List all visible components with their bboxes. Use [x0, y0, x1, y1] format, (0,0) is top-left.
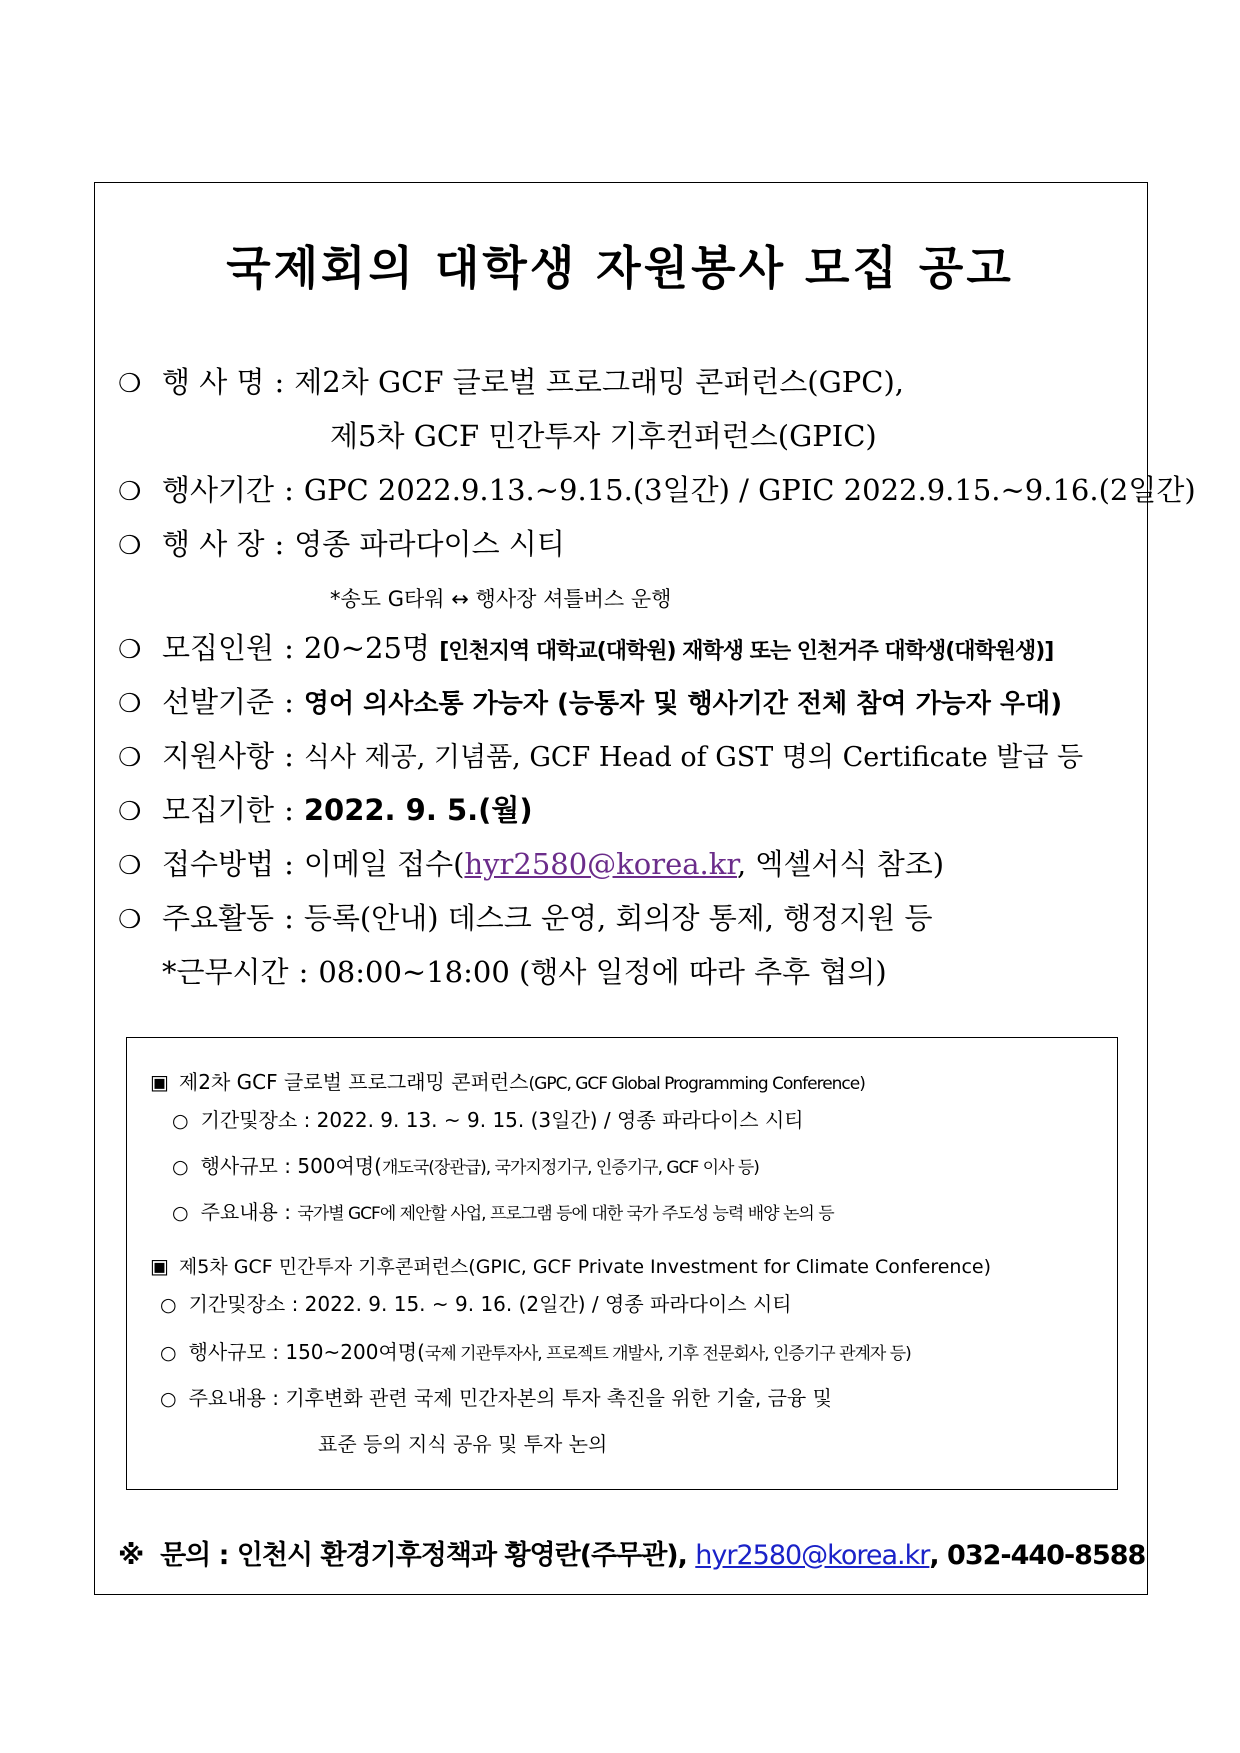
- application-email-link[interactable]: hyr2580@korea.kr: [464, 847, 737, 881]
- circle-bullet-icon: ○: [160, 1342, 177, 1364]
- gpic-content-row-line2: 표준 등의 지식 공유 및 투자 논의: [318, 1432, 608, 1456]
- gpic-scale-row: ○ 행사규모 : 150~200여명(국제 기관투자사, 프로젝트 개발사, 기후 전문회사, 인증기구 관계자 등): [160, 1340, 911, 1364]
- item-value: 영어 의사소통 가능자 (능통자 및 행사기간 전체 참여 가능자 우대): [303, 689, 1063, 719]
- contact-email-link[interactable]: hyr2580@korea.kr: [695, 1540, 930, 1571]
- item-label: 접수방법: [162, 847, 275, 881]
- gpc-period-row: ○ 기간및장소 : 2022. 9. 13. ~ 9. 15. (3일간) / 영종 파라다이스 시티: [172, 1108, 804, 1132]
- gpic-heading: ▣ 제5차 GCF 민간투자 기후콘퍼런스(GPIC, GCF Private Investment for Climate Conference): [150, 1254, 992, 1278]
- page-title: 국제회의 대학생 자원봉사 모집 공고: [226, 241, 1014, 295]
- item-value: 08:00~18:00 (행사 일정에 따라 추후 협의): [318, 955, 887, 989]
- contact-footer: ※ 문의 : 인천시 환경기후정책과 황영란(주무관), hyr2580@korea.kr, 032-440-8588: [118, 1540, 1146, 1571]
- circle-bullet-icon: ○: [160, 1388, 177, 1410]
- item-value: 등록(안내) 데스크 운영, 회의장 통제, 행정지원 등: [303, 901, 933, 935]
- item-value: 20~25명: [303, 631, 430, 665]
- circle-bullet-icon: ❍: [118, 743, 142, 773]
- circle-bullet-icon: ❍: [118, 689, 142, 719]
- item-label: 행 사 명: [162, 365, 265, 399]
- item-event-name: ❍ 행 사 명 : 제2차 GCF 글로벌 프로그래밍 콘퍼런스(GPC),: [118, 362, 904, 404]
- circle-bullet-icon: ❍: [118, 531, 142, 561]
- item-label: 지원사항: [162, 739, 275, 773]
- circle-bullet-icon: ○: [160, 1294, 177, 1316]
- circle-bullet-icon: ❍: [118, 635, 142, 665]
- gpc-scale-row: ○ 행사규모 : 500여명(개도국(장관급), 국가지정기구, 인증기구, GCF 이사 등): [172, 1154, 759, 1178]
- item-value: 영종 파라다이스 시티: [294, 527, 565, 561]
- item-recruit-count: ❍ 모집인원 : 20~25명 [인천지역 대학교(대학원) 재학생 또는 인천거주 대학생(대학원생)]: [118, 628, 1053, 672]
- shuttle-note: *송도 G타워 ↔ 행사장 셔틀버스 운행: [330, 587, 672, 611]
- item-label: 모집인원: [162, 631, 275, 665]
- item-label: 주요활동: [162, 901, 275, 935]
- item-label: 행 사 장: [162, 527, 265, 561]
- square-bullet-icon: ▣: [150, 1254, 169, 1278]
- item-label: 선발기준: [162, 685, 275, 719]
- item-value: 식사 제공, 기념품, GCF Head of GST 명의 Certificate 발급 등: [303, 742, 1084, 773]
- circle-bullet-icon: ❍: [118, 797, 142, 827]
- item-venue: ❍ 행 사 장 : 영종 파라다이스 시티: [118, 524, 565, 566]
- circle-bullet-icon: ○: [172, 1202, 189, 1224]
- item-benefits: ❍ 지원사항 : 식사 제공, 기념품, GCF Head of GST 명의 Certificate 발급 등: [118, 736, 1083, 778]
- item-label: 모집기한: [162, 793, 275, 827]
- gpc-heading: ▣ 제2차 GCF 글로벌 프로그래밍 콘퍼런스(GPC, GCF Global Programming Conference): [150, 1070, 865, 1094]
- gpic-period-row: ○ 기간및장소 : 2022. 9. 15. ~ 9. 16. (2일간) / 영종 파라다이스 시티: [160, 1292, 792, 1316]
- item-label: 행사기간: [162, 473, 275, 507]
- item-event-name-line2: 제5차 GCF 민간투자 기후컨퍼런스(GPIC): [330, 419, 877, 453]
- item-value: 2022. 9. 5.(월): [303, 793, 533, 827]
- item-value: GPC 2022.9.13.~9.15.(3일간) / GPIC 2022.9.15.~9.16.(2일간): [303, 473, 1196, 507]
- circle-bullet-icon: ○: [172, 1156, 189, 1178]
- gpc-content-row: ○ 주요내용 : 국가별 GCF에 제안할 사업, 프로그램 등에 대한 국가 주도성 능력 배양 논의 등: [172, 1200, 834, 1224]
- circle-bullet-icon: ❍: [118, 851, 142, 881]
- item-value: 제2차 GCF 글로벌 프로그래밍 콘퍼런스(GPC),: [294, 365, 904, 399]
- item-label: *근무시간: [162, 955, 289, 989]
- item-working-hours: *근무시간 : 08:00~18:00 (행사 일정에 따라 추후 협의): [162, 952, 887, 992]
- item-application-method: ❍ 접수방법 : 이메일 접수(hyr2580@korea.kr, 엑셀서식 참조): [118, 844, 944, 886]
- item-main-activities: ❍ 주요활동 : 등록(안내) 데스크 운영, 회의장 통제, 행정지원 등: [118, 898, 933, 940]
- circle-bullet-icon: ❍: [118, 477, 142, 507]
- item-deadline: ❍ 모집기한 : 2022. 9. 5.(월): [118, 790, 533, 832]
- circle-bullet-icon: ○: [172, 1110, 189, 1132]
- item-selection-criteria: ❍ 선발기준 : 영어 의사소통 가능자 (능통자 및 행사기간 전체 참여 가능자 우대): [118, 682, 1062, 724]
- item-value-condition: [인천지역 대학교(대학원) 재학생 또는 인천거주 대학생(대학원생)]: [439, 639, 1054, 664]
- gpic-content-row: ○ 주요내용 : 기후변화 관련 국제 민간자본의 투자 촉진을 위한 기술, 금융 및: [160, 1386, 832, 1410]
- square-bullet-icon: ▣: [150, 1070, 169, 1094]
- circle-bullet-icon: ❍: [118, 905, 142, 935]
- item-event-period: ❍ 행사기간 : GPC 2022.9.13.~9.15.(3일간) / GPIC 2022.9.15.~9.16.(2일간): [118, 470, 1196, 512]
- circle-bullet-icon: ❍: [118, 369, 142, 399]
- reference-mark-icon: ※: [118, 1540, 144, 1571]
